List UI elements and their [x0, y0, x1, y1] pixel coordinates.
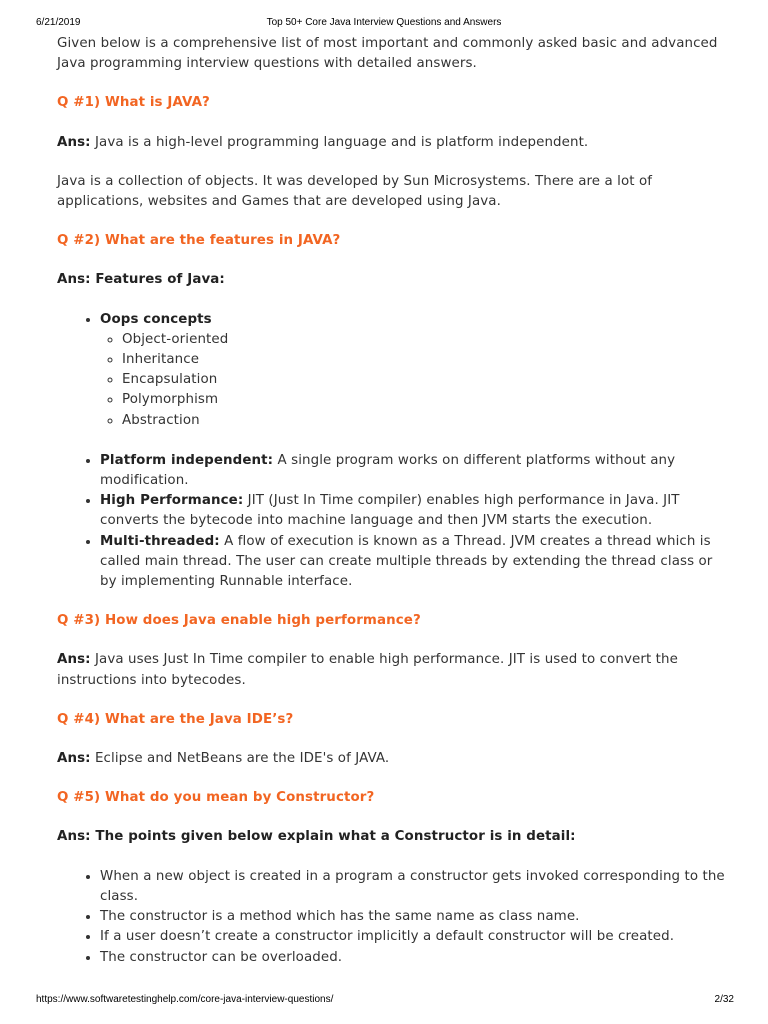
- print-header: [0, 17, 768, 31]
- oops-sub-list: [100, 330, 727, 431]
- features-list: [57, 451, 727, 592]
- intro-paragraph: Given below is a comprehensive list of most important and commonly asked basic and advanced Java programming interview questions with detailed answers.: [57, 36, 718, 72]
- answer-1-paragraph: Java is a collection of objects. It was developed by Sun Microsystems. There are a lot of applications, websites and Games that are developed using Java.: [57, 173, 653, 210]
- print-title: Top 50+ Core Java Interview Questions and Answers: [266, 17, 502, 28]
- oops-label: Oops concepts: [100, 311, 212, 327]
- list-item: [100, 491, 727, 531]
- print-footer: [0, 994, 768, 1008]
- question-1: Q #1) What is JAVA?: [57, 95, 210, 111]
- features-oops-list: [57, 310, 727, 431]
- list-item: ◦ Encapsulation: [122, 370, 727, 390]
- answer-text: Java is a high-level programming language and is platform independent.: [90, 134, 589, 150]
- list-item: [100, 451, 727, 491]
- list-item: [100, 532, 727, 593]
- print-url: https://www.softwaretestinghelp.com/core-java-interview-questions/: [36, 994, 334, 1005]
- list-item: • The constructor is a method which has the same name as class name.: [100, 907, 727, 927]
- feature-text: A single program works on different platforms without any modification.: [100, 452, 676, 489]
- list-item: ◦ Polymorphism: [122, 390, 727, 410]
- answer-label: Ans:: [57, 652, 91, 668]
- list-item: • The constructor can be overloaded.: [100, 948, 727, 968]
- answer-text: Java uses Just In Time compiler to enable high performance. JIT is used to convert the instructions into bytecodes.: [57, 652, 678, 688]
- list-item: • If a user doesn’t create a constructor implicitly a default constructor will be created.: [100, 927, 727, 947]
- feature-label: Multi-threaded:: [100, 533, 220, 549]
- answer-2-heading: Ans: Features of Java:: [57, 272, 225, 288]
- question-3: Q #3) How does Java enable high performance?: [57, 613, 421, 629]
- page-number: 2/32: [714, 994, 734, 1005]
- question-5: Q #5) What do you mean by Constructor?: [57, 790, 375, 806]
- question-4: Q #4) What are the Java IDE’s?: [57, 711, 294, 727]
- list-item: ◦ Inheritance: [122, 350, 727, 370]
- answer-1: [57, 133, 727, 153]
- list-item: • When a new object is created in a program a constructor gets invoked corresponding to the class.: [100, 867, 727, 907]
- feature-label: High Performance:: [100, 493, 244, 509]
- list-item: ◦ Object-oriented: [122, 330, 727, 350]
- feature-text: A flow of execution is known as a Thread. JVM creates a thread which is called main thread. The user can create multiple threads by extending the thread class or by implementing Runnable interface.: [100, 533, 713, 590]
- question-2: Q #2) What are the features in JAVA?: [57, 233, 341, 249]
- list-item: ◦ Abstraction: [122, 411, 727, 431]
- answer-text: Eclipse and NetBeans are the IDE's of JAVA.: [90, 751, 390, 767]
- answer-5-heading: Ans: The points given below explain what a Constructor is in detail:: [57, 829, 576, 845]
- constructor-list: [57, 867, 727, 968]
- answer-label: Ans:: [57, 134, 91, 150]
- print-date: 6/21/2019: [36, 17, 81, 28]
- answer-3: [57, 650, 727, 690]
- answer-label: Ans:: [57, 751, 91, 767]
- feature-label: Platform independent:: [100, 452, 274, 468]
- answer-4: [57, 749, 727, 769]
- feature-text: JIT (Just In Time compiler) enables high performance in Java. JIT converts the bytecode into machine language and then JVM starts the execution.: [100, 493, 680, 529]
- article-content: [57, 34, 727, 987]
- list-item: [100, 310, 727, 431]
